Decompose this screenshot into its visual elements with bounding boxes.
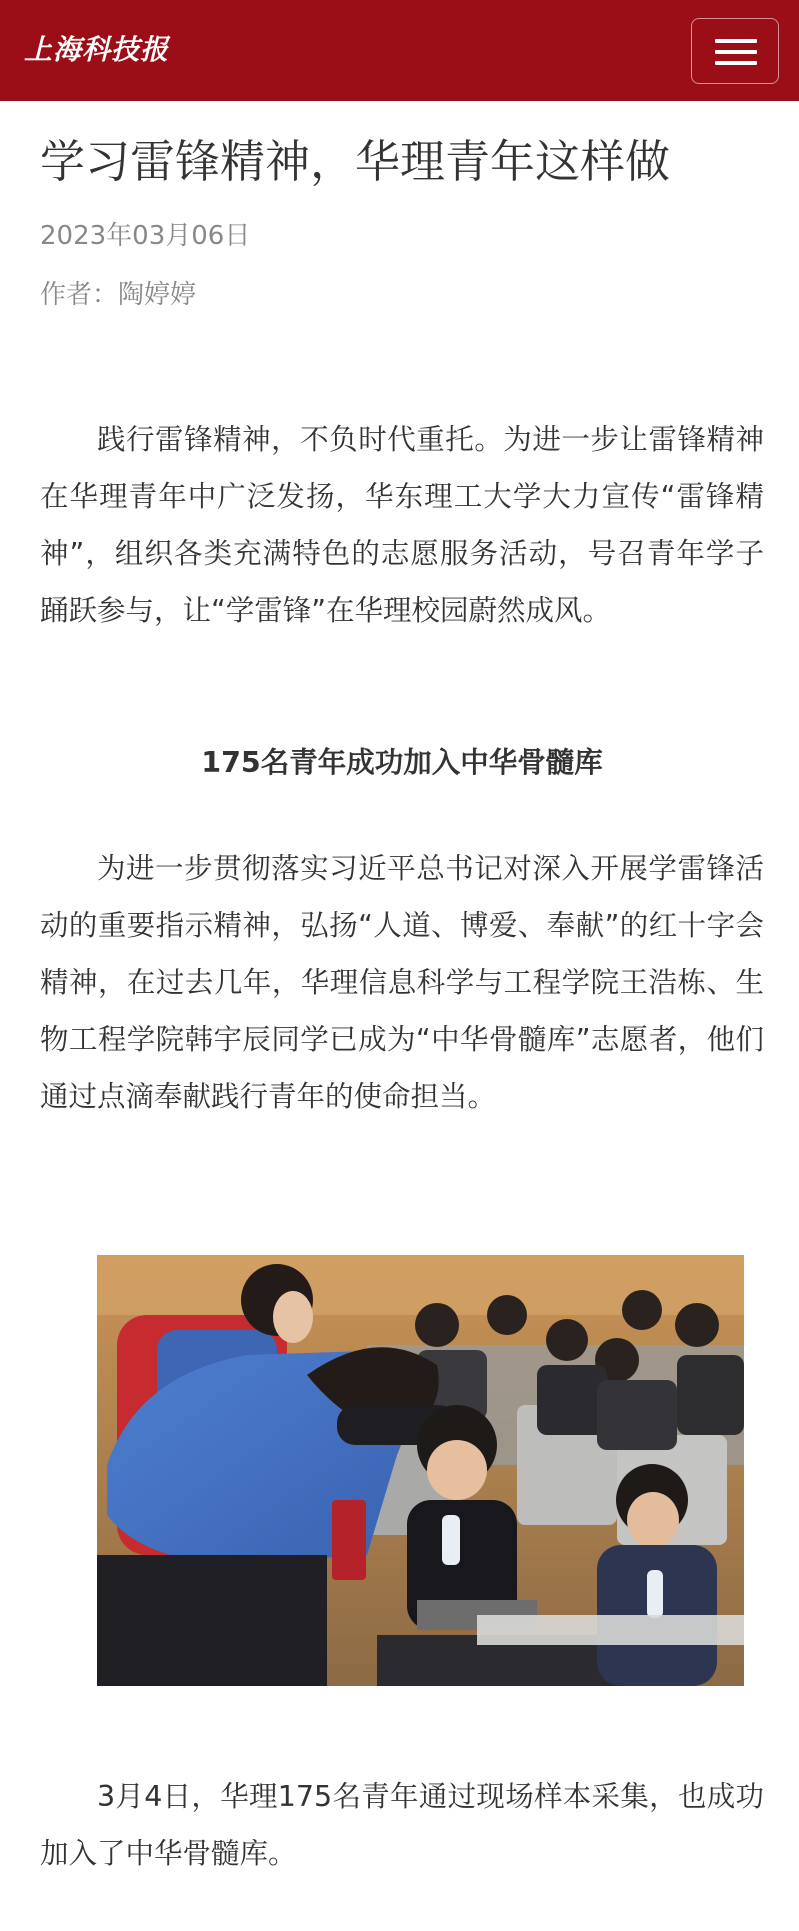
article-title: 学习雷锋精神，华理青年这样做 bbox=[40, 135, 671, 188]
site-header bbox=[0, 0, 799, 101]
hamburger-menu-icon[interactable] bbox=[691, 18, 779, 84]
article-paragraph-2: 为进一步贯彻落实习近平总书记对深入开展学雷锋活动的重要指示精神，弘扬“人道、博爱、奉献”的红十字会精神，在过去几年，华理信息科学与工程学院王浩栋、生物工程学院韩宇辰同学已成为“中华骨髓库”志愿者，他们通过点滴奉献践行青年的使命担当。 bbox=[40, 852, 764, 1113]
menu-bar-middle bbox=[715, 50, 757, 54]
site-logo[interactable]: 上海科技报 bbox=[24, 33, 170, 66]
article-date: 2023年03月06日 bbox=[40, 221, 251, 251]
article-paragraph-1: 践行雷锋精神，不负时代重托。为进一步让雷锋精神在华理青年中广泛发扬，华东理工大学大力宣传“雷锋精神”，组织各类充满特色的志愿服务活动，号召青年学子踊跃参与，让“学雷锋”在华理校园蔚然成风。 bbox=[40, 423, 764, 627]
article-photo bbox=[97, 1255, 744, 1686]
article-subheading: 175名青年成功加入中华骨髓库 bbox=[201, 746, 603, 779]
menu-bar-bottom bbox=[715, 61, 757, 65]
menu-bar-top bbox=[715, 39, 757, 43]
article-paragraph-3: 3月4日，华理175名青年通过现场样本采集，也成功加入了中华骨髓库。 bbox=[40, 1780, 764, 1870]
article-author: 作者：陶婷婷 bbox=[40, 280, 197, 310]
